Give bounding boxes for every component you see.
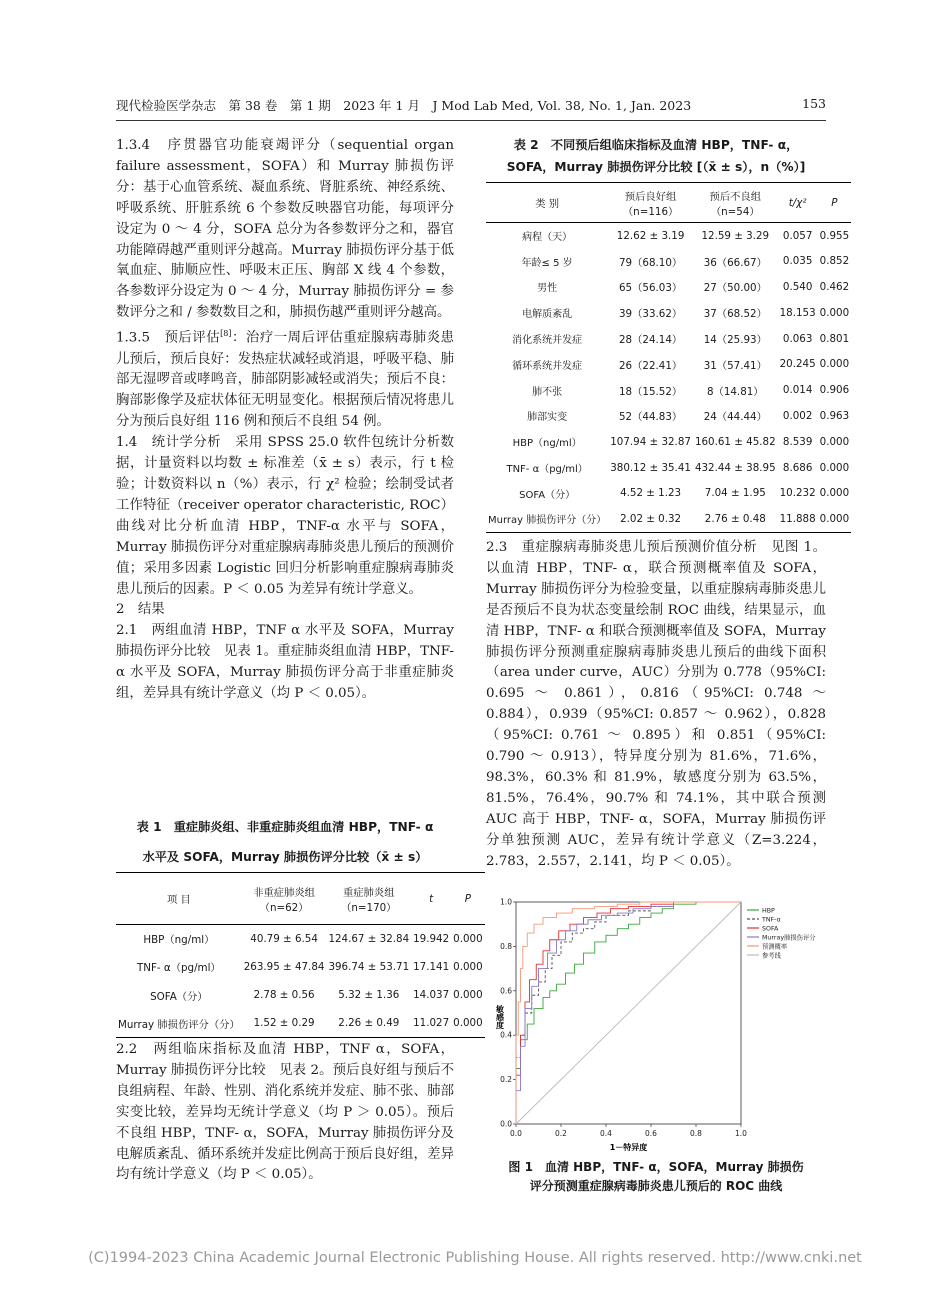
table-cell: 0.955 xyxy=(819,229,850,242)
table-cell: 0.000 xyxy=(819,487,850,500)
table-row xyxy=(486,506,851,532)
table-cell: 380.12 ± 35.41 xyxy=(610,461,691,474)
table-cell: 2.76 ± 0.48 xyxy=(704,512,766,525)
table-cell: 17.141 xyxy=(413,960,450,973)
roc-series-line xyxy=(516,902,741,1124)
paragraph-2-2: 2.2 两组临床指标及血清 HBP，TNF α，SOFA，Murray 肺损伤评分比较 见表 2。预后良好组与预后不良组病程、年龄、性别、消化系统并发症、肺不张、肺部实变比较，差异均无统计学意义（均 P ＞ 0.05）。预后不良组 HBP，TNF- α，SOFA，Murray 肺损伤评分及电解质紊乱、循环系统并发症比例高于预后良好组，差异均有统计学意义（均 P ＜ 0.05）。 xyxy=(116,1042,454,1183)
table-row xyxy=(486,351,851,377)
y-tick-label: 0.6 xyxy=(500,986,512,996)
table2-header: 预后不良组 （n=54） xyxy=(693,183,778,223)
x-tick-label: 0.8 xyxy=(690,1129,702,1138)
table2-caption xyxy=(486,134,826,178)
table-cell: 0.063 xyxy=(782,332,813,345)
table-cell: 14.037 xyxy=(413,989,450,1002)
table1-header: P xyxy=(451,873,484,925)
right-column xyxy=(486,538,826,873)
table-cell: 0.801 xyxy=(819,332,850,345)
paragraph-1-3-5 xyxy=(116,324,454,433)
table2-header: P xyxy=(818,183,851,223)
table-cell: Murray 肺损伤评分（分） xyxy=(118,1018,240,1031)
table1-caption-line1: 表 1 重症肺炎组、非重症肺炎组血清 HBP，TNF- α xyxy=(136,820,434,834)
table-cell: 0.462 xyxy=(819,280,850,293)
x-tick-label: 0.6 xyxy=(645,1129,657,1138)
table1 xyxy=(116,872,485,1038)
figure1-caption-line2: 评分预测重症腺病毒肺炎患儿预后的 ROC 曲线 xyxy=(529,1179,783,1193)
table-cell: 0.540 xyxy=(782,280,813,293)
table-row xyxy=(116,925,485,953)
table-cell: 52（44.83） xyxy=(619,411,683,424)
paragraph-2-3: 2.3 重症腺病毒肺炎患儿预后预测价值分析 见图 1。以血清 HBP，TNF- α，联合预测概率值及 SOFA，Murray 肺损伤评分为检验变量，以重症腺病毒肺炎患儿是否预后不良为状态变量绘制 ROC 曲线，结果显示，血清 HBP，TNF- α 和联合预测概率值及 SOFA，Murray 肺损伤评分预测重症腺病毒肺炎患儿预后的曲线下面积（area under curve，AUC）分别为 0.778（95%CI: 0.695 ～ 0.861），0.816（95%CI: 0.748 ～ 0.884），0.939（95%CI: 0.857 ～ 0.962），0.828（95%CI: 0.761 ～ 0.895）和 0.851（95%CI: 0.790 ～ 0.913），特异度分别为 81.6%，71.6%，98.3%，60.3% 和 81.9%，敏感度分别为 63.5%，81.5%，76.4%，90.7% 和 74.1%，其中联合预测 AUC 高于 HBP，TNF- α，SOFA，Murray 肺损伤评分单独预测 AUC，差异有统计学意义（Z=3.224，2.783，2.557，2.141，均 P ＜ 0.05）。 xyxy=(486,540,826,869)
table-cell: 0.000 xyxy=(453,960,483,973)
table2-header: t/χ² xyxy=(778,183,818,223)
y-tick-label: 0.8 xyxy=(500,941,512,951)
table-cell: 0.000 xyxy=(819,306,850,319)
table1-header: 重症肺炎组 （n=170） xyxy=(326,873,411,925)
x-axis-label: 1－特异度 xyxy=(609,1143,648,1152)
table2-header-row xyxy=(486,183,851,223)
table-cell: 5.32 ± 1.36 xyxy=(338,989,400,1002)
table-cell: 107.94 ± 32.87 xyxy=(610,435,691,448)
table-cell: 11.027 xyxy=(413,1017,450,1030)
roc-figure xyxy=(494,890,824,1158)
table-cell: 0.035 xyxy=(782,255,813,268)
table-row xyxy=(486,377,851,403)
table-cell: SOFA（分） xyxy=(519,489,576,501)
table-cell: 8.539 xyxy=(782,435,813,448)
table-cell: 男性 xyxy=(537,283,558,295)
table-row xyxy=(486,429,851,455)
section-1-3-5-title: 1.3.5 预后评估 xyxy=(116,330,221,346)
table1-header-row xyxy=(116,873,485,925)
journal-header: 现代检验医学杂志 第 38 卷 第 1 期 2023 年 1 月 J Mod Lab Med, Vol. 38, No. 1, Jan. 2023 xyxy=(116,98,692,113)
legend-label: 参考线 xyxy=(762,952,781,960)
table-row xyxy=(486,223,851,249)
table-cell: 432.44 ± 38.95 xyxy=(694,461,776,474)
x-tick-label: 0.2 xyxy=(555,1129,567,1138)
table-cell: 电解质紊乱 xyxy=(522,309,573,321)
table-cell: 27（50.00） xyxy=(703,282,767,295)
table-row xyxy=(486,403,851,429)
reference-8: [8] xyxy=(220,329,232,339)
legend-label: SOFA xyxy=(762,925,779,933)
legend-label: 预测概率 xyxy=(762,943,788,951)
x-tick-label: 0.0 xyxy=(510,1129,522,1138)
table-cell: 年龄≤ 5 岁 xyxy=(521,257,573,269)
table-cell: TNF- α（pg/ml） xyxy=(137,962,221,975)
table-cell: 263.95 ± 47.84 xyxy=(243,960,325,973)
section-1-3-5-body: ：治疗一周后评估重症腺病毒肺炎患儿预后，预后良好：发热症状减轻或消退，呼吸平稳、肺部无湿啰音或哮鸣音，肺部阴影减轻或消失；预后不良：胸部影像学及症状体征无明显变化。根据预后情况将患儿分为预后良好组 116 例和预后不良组 54 例。 xyxy=(116,330,455,430)
table-row xyxy=(116,953,485,981)
table-cell: HBP（ng/ml） xyxy=(512,438,582,450)
paragraph-2-1: 2.1 两组血清 HBP，TNF α 水平及 SOFA，Murray 肺损伤评分比较 见表 1。重症肺炎组血清 HBP，TNF- α 水平及 SOFA，Murray 肺损伤评分高于非重症肺炎组，差异具有统计学意义（均 P ＜ 0.05）。 xyxy=(116,623,454,702)
y-tick-label: 0.4 xyxy=(500,1030,512,1040)
legend-label: TNF-α xyxy=(762,916,781,924)
table-cell: 31（57.41） xyxy=(703,359,767,372)
table-cell: 2.02 ± 0.32 xyxy=(620,512,682,525)
table-cell: 12.59 ± 3.29 xyxy=(701,229,770,242)
table2-header: 预后良好组 （n=116） xyxy=(608,183,693,223)
table-cell: 14（25.93） xyxy=(703,334,767,347)
paragraph-1-4: 1.4 统计学分析 采用 SPSS 25.0 软件包统计分析数据，计量资料以均数 ± 标准差（x̄ ± s）表示，行 t 检验；计数资料以 n（%）表示，行 χ² 检验；绘制受试者工作特征（receiver operator characteristic, ROC）曲线对比分析血清 HBP，TNF-α 水平与 SOFA，Murray 肺损伤评分对重症腺病毒肺炎患儿预后的预测价值；采用多因素 Logistic 回归分析影响重症腺病毒肺炎患儿预后的因素。P ＜ 0.05 为差异有统计学意义。 xyxy=(116,435,454,597)
table-cell: 7.04 ± 1.95 xyxy=(704,487,766,500)
table-cell: 160.61 ± 45.82 xyxy=(694,435,776,448)
y-tick-label: 0.2 xyxy=(500,1075,512,1085)
table-cell: 26（22.41） xyxy=(619,359,683,372)
table-cell: 24（44.44） xyxy=(703,411,767,424)
table-cell: 11.888 xyxy=(779,512,816,525)
table-cell: 18（15.52） xyxy=(619,385,683,398)
table-cell: 20.245 xyxy=(779,358,816,371)
table1-header: t xyxy=(411,873,451,925)
table-cell: 0.906 xyxy=(819,384,850,397)
table-cell: 10.232 xyxy=(779,487,816,500)
table1-header: 项 目 xyxy=(116,873,242,925)
table2-header: 类 别 xyxy=(486,183,608,223)
x-tick-label: 0.4 xyxy=(600,1129,612,1138)
table-row xyxy=(486,300,851,326)
running-header xyxy=(116,96,826,114)
table-cell: 39（33.62） xyxy=(619,308,683,321)
table-cell: 0.000 xyxy=(819,435,850,448)
table-cell: 37（68.52） xyxy=(703,308,767,321)
paragraph-1-3-4: 1.3.4 序贯器官功能衰竭评分（sequential organ failure assessment，SOFA）和 Murray 肺损伤评分：基于心血管系统、凝血系统、肾脏系统、神经系统、呼吸系统、肝脏系统 6 个参数反映器官功能，每项评分设定为 0 ～ 4 分，SOFA 总分为各参数评分之和，器官功能障碍越严重则评分越高。Murray 肺损伤评分基于低氧血症、肺顺应性、呼吸末正压、胸部 X 线 4 个参数，各参数评分设定为 0 ～ 4 分，Murray 肺损伤评分 = 参数评分之和 / 参数数目之和，肺损伤越严重则评分越高。 xyxy=(116,138,454,321)
table-cell: 0.000 xyxy=(453,932,483,945)
legend-label: HBP xyxy=(762,907,775,915)
table-cell: 79（68.10） xyxy=(619,256,683,269)
left-column-bottom xyxy=(116,1040,454,1186)
table-cell: 2.78 ± 0.56 xyxy=(253,989,315,1002)
table-cell: 0.852 xyxy=(819,255,850,268)
table-cell: 肺不张 xyxy=(532,386,563,398)
table-cell: 0.000 xyxy=(819,358,850,371)
figure1-caption-line1: 图 1 血清 HBP，TNF- α，SOFA，Murray 肺损伤 xyxy=(508,1160,804,1174)
table-row xyxy=(486,455,851,481)
table-row xyxy=(486,274,851,300)
table-cell: 65（56.03） xyxy=(619,282,683,295)
table-row xyxy=(116,981,485,1009)
table-cell: 0.002 xyxy=(782,409,813,422)
table-row xyxy=(486,480,851,506)
table1-header: 非重症肺炎组 （n=62） xyxy=(242,873,327,925)
figure1-caption xyxy=(486,1158,826,1196)
table-cell: 0.014 xyxy=(782,384,813,397)
table-cell: 40.79 ± 6.54 xyxy=(250,932,318,945)
table-row xyxy=(486,326,851,352)
table-cell: 病程（天） xyxy=(522,232,573,244)
table-cell: HBP（ng/ml） xyxy=(143,934,215,947)
table-cell: TNF- α（pg/ml） xyxy=(506,464,588,476)
roc-chart xyxy=(494,890,824,1158)
y-axis-label: 敏感度 xyxy=(495,1005,505,1029)
table-row xyxy=(116,1009,485,1037)
table-cell: 8.686 xyxy=(782,461,813,474)
table-cell: 2.26 ± 0.49 xyxy=(338,1017,400,1030)
table-cell: 0.057 xyxy=(782,229,813,242)
table2-caption-line2: SOFA，Murray 肺损伤评分比较 [（x̄ ± s），n（%）] xyxy=(506,160,806,174)
table-cell: 0.000 xyxy=(819,512,850,525)
table-cell: 消化系统并发症 xyxy=(512,335,583,347)
table2 xyxy=(486,182,851,533)
header-rule xyxy=(116,120,826,121)
table-cell: 124.67 ± 32.84 xyxy=(328,932,410,945)
table-cell: 19.942 xyxy=(413,932,450,945)
table-cell: 8（14.81） xyxy=(706,385,764,398)
table-cell: 396.74 ± 53.71 xyxy=(328,960,410,973)
table-cell: 0.000 xyxy=(453,989,483,1002)
table1-caption xyxy=(116,816,454,868)
table-cell: 18.153 xyxy=(779,306,816,319)
y-tick-label: 1.0 xyxy=(500,897,512,907)
table-cell: 4.52 ± 1.23 xyxy=(620,487,682,500)
table-cell: 0.000 xyxy=(453,1017,483,1030)
table-cell: 肺部实变 xyxy=(527,412,568,424)
x-tick-label: 1.0 xyxy=(735,1129,747,1138)
legend-label: Murray肺损伤评分 xyxy=(762,934,816,942)
table-cell: SOFA（分） xyxy=(150,990,208,1003)
left-column xyxy=(116,136,454,705)
table2-caption-line1: 表 2 不同预后组临床指标及血清 HBP，TNF- α， xyxy=(513,138,799,152)
heading-results: 2 结果 xyxy=(116,602,165,618)
table-cell: 0.000 xyxy=(819,461,850,474)
y-tick-label: 0.0 xyxy=(500,1119,512,1129)
table1-caption-line2: 水平及 SOFA，Murray 肺损伤评分比较（x̄ ± s） xyxy=(142,850,428,864)
page-number: 153 xyxy=(802,96,826,111)
table-cell: 12.62 ± 3.19 xyxy=(616,229,685,242)
table-cell: 36（66.67） xyxy=(703,256,767,269)
table-cell: 1.52 ± 0.29 xyxy=(253,1017,315,1030)
copyright-footer: (C)1994-2023 China Academic Journal Electronic Publishing House. All rights reserved. http://www.cnki.net xyxy=(88,1250,862,1266)
table-row xyxy=(486,248,851,274)
table-cell: Murray 肺损伤评分（分） xyxy=(488,515,607,527)
table-cell: 0.963 xyxy=(819,409,850,422)
table-cell: 循环系统并发症 xyxy=(512,360,583,372)
table-cell: 28（24.14） xyxy=(619,334,683,347)
